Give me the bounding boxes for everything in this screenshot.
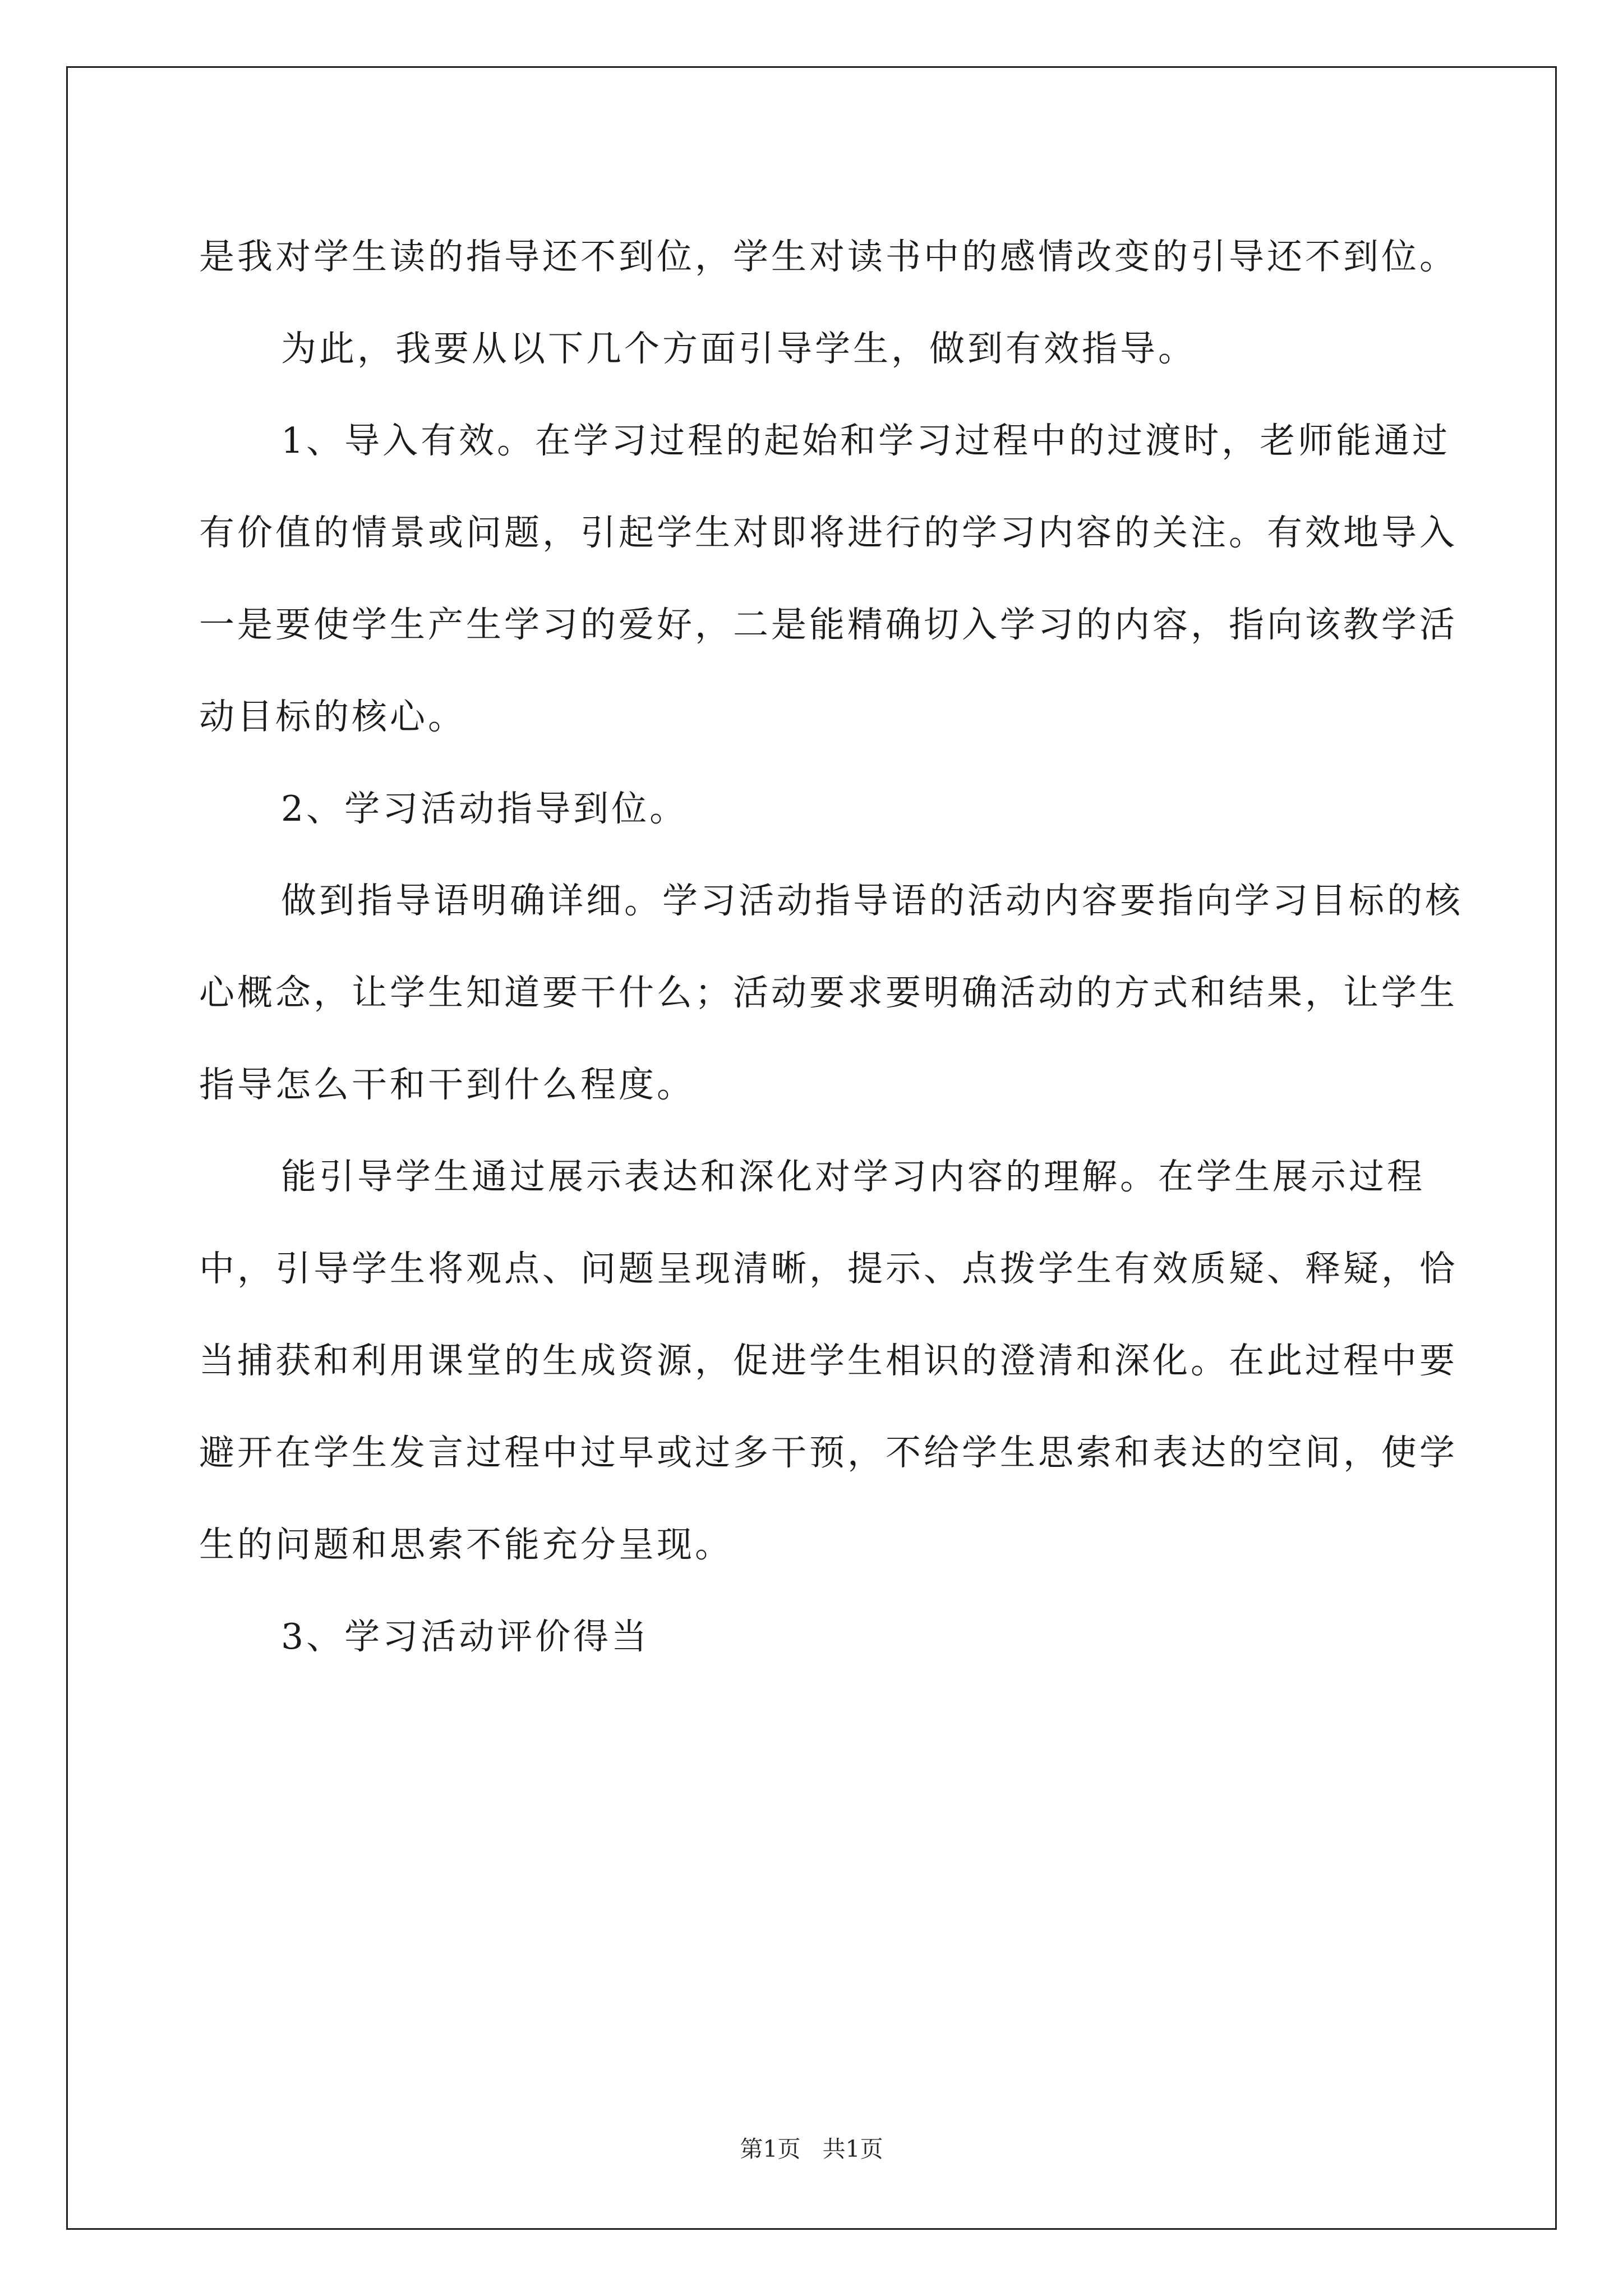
document-body	[199, 211, 1483, 1683]
paragraph-intro: 为此，我要从以下几个方面引导学生，做到有效指导。	[281, 328, 1196, 369]
paragraph-point-2-detail-b: 能引导学生通过展示表达和深化对学习内容的理解。在学生展示过程中，引导学生将观点、问题呈现清晰，提示、点拨学生有效质疑、释疑，恰当捕获和利用课堂的生成资源，促进学生相识的澄清和深化。在此过程中要避开在学生发言过程中过早或过多干预，不给学生思索和表达的空间，使学生的问题和思索不能充分呈现。	[199, 1156, 1458, 1565]
paragraph-continuation: 是我对学生读的指导还不到位，学生对读书中的感情改变的引导还不到位。	[199, 236, 1458, 277]
paragraph-point-2-heading: 2、学习活动指导到位。	[281, 788, 688, 829]
page-footer: 第1页 共1页	[740, 2136, 883, 2162]
paragraph-point-3-heading: 3、学习活动评价得当	[281, 1616, 650, 1657]
paragraph-point-1: 1、导入有效。在学习过程的起始和学习过程中的过渡时，老师能通过有价值的情景或问题，引起学生对即将进行的学习内容的关注。有效地导入一是要使学生产生学习的爱好，二是能精确切入学习的内容，指向该教学活动目标的核心。	[199, 420, 1458, 737]
paragraph-point-2-detail-a: 做到指导语明确详细。学习活动指导语的活动内容要指向学习目标的核心概念，让学生知道要干什么；活动要求要明确活动的方式和结果，让学生指导怎么干和干到什么程度。	[199, 880, 1463, 1105]
